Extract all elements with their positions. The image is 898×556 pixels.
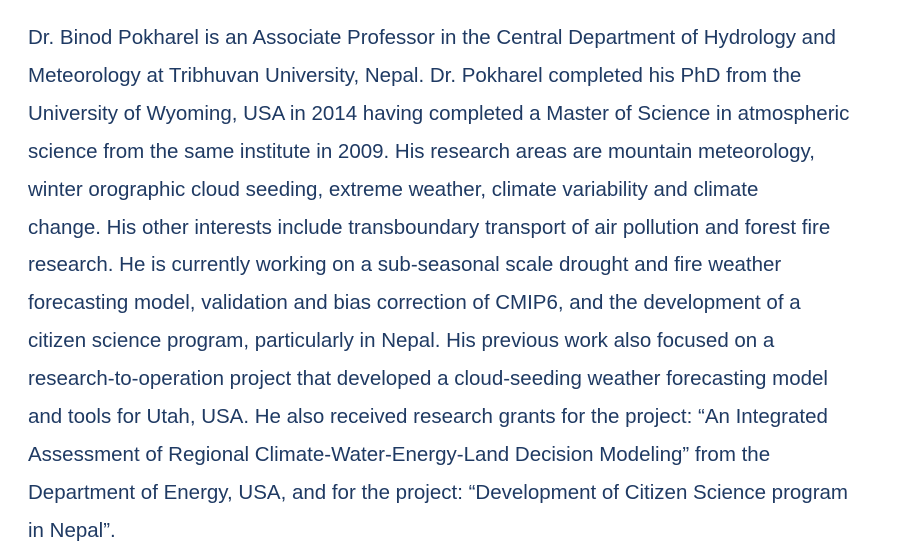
bio-line: change. His other interests include transboundary transport of air pollution and forest fire — [28, 215, 831, 239]
bio-line: University of Wyoming, USA in 2014 having completed a Master of Science in atmospheric — [28, 101, 850, 125]
bio-line: Assessment of Regional Climate-Water-Energy-Land Decision Modeling” from the — [28, 442, 771, 466]
bio-line: forecasting model, validation and bias correction of CMIP6, and the development of a — [28, 291, 801, 315]
bio-line: citizen science program, particularly in Nepal. His previous work also focused on a — [28, 329, 775, 353]
bio-paragraph — [28, 19, 888, 550]
bio-line: Department of Energy, USA, and for the project: “Development of Citizen Science program — [28, 480, 849, 504]
bio-line: research-to-operation project that developed a cloud-seeding weather forecasting model — [28, 367, 828, 391]
bio-line: and tools for Utah, USA. He also received research grants for the project: “An Integrated — [28, 405, 828, 429]
bio-line: science from the same institute in 2009. His research areas are mountain meteorology, — [28, 139, 815, 163]
bio-line: Meteorology at Tribhuvan University, Nepal. Dr. Pokharel completed his PhD from the — [28, 63, 802, 87]
bio-line: Dr. Binod Pokharel is an Associate Professor in the Central Department of Hydrology and — [28, 26, 836, 49]
bio-line: winter orographic cloud seeding, extreme weather, climate variability and climate — [28, 177, 759, 201]
bio-line: in Nepal”. — [28, 518, 116, 542]
bio-line: research. He is currently working on a sub-seasonal scale drought and fire weather — [28, 253, 782, 277]
